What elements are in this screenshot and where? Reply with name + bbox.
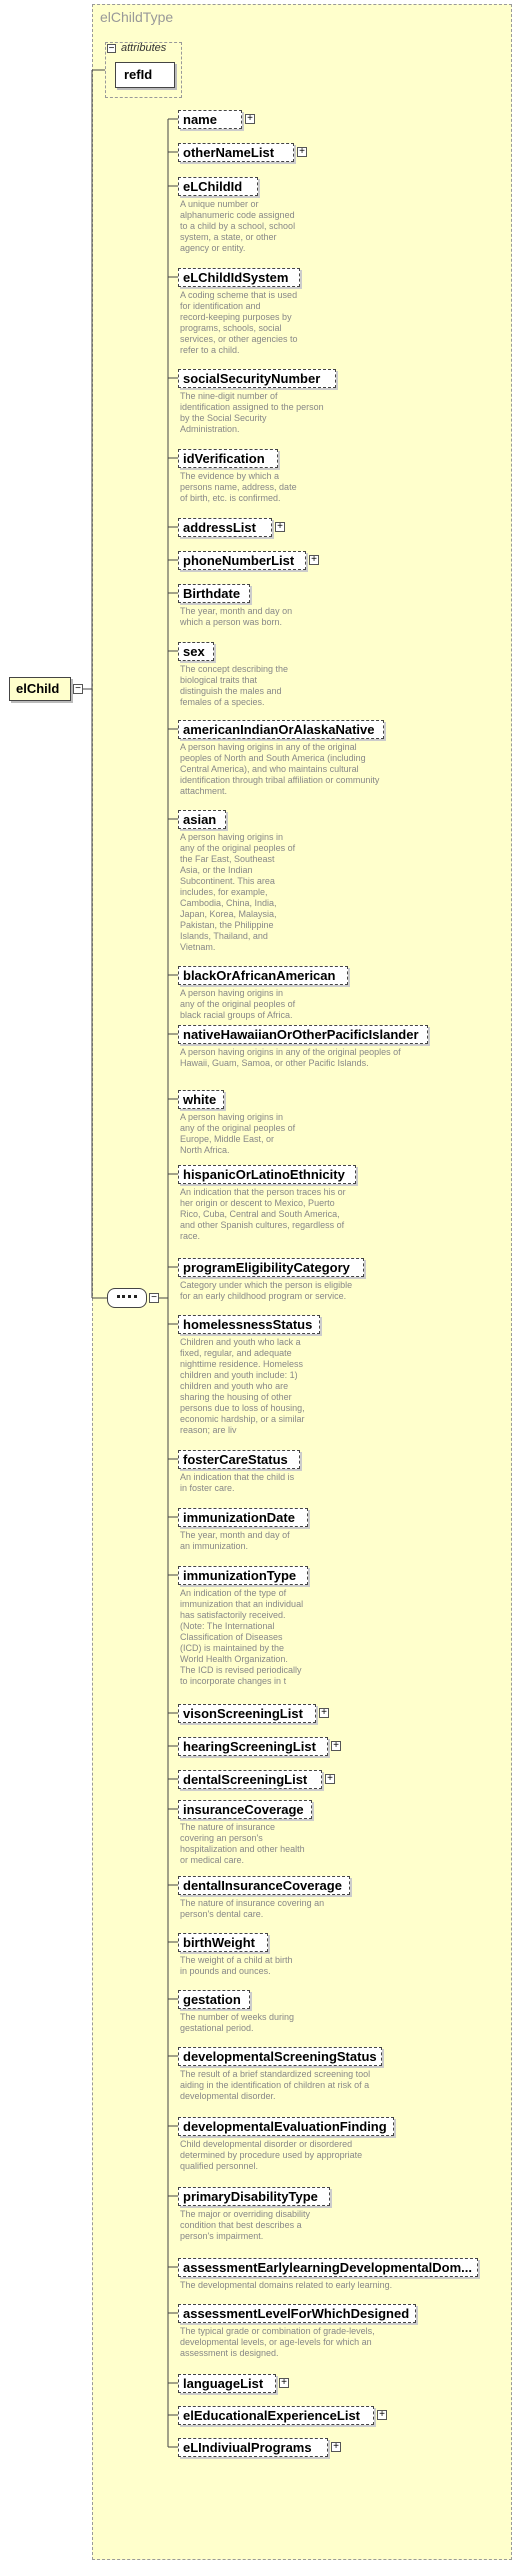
expand-icon[interactable]: +	[325, 1774, 335, 1784]
element-assessmentlevelforwhichdesigned[interactable]: assessmentLevelForWhichDesigned	[178, 2304, 416, 2323]
element-developmentalscreeningstatus[interactable]: developmentalScreeningStatus	[178, 2047, 382, 2066]
element-documentation: An indication that the person traces his or her origin or descent to Mexico, Puerto Rico, Cuba, Central and South America, and other Spanish cultures, regardless of race.	[180, 1187, 346, 1241]
sequence-collapse-icon[interactable]: −	[149, 1293, 159, 1303]
element-documentation: A unique number or alphanumeric code assigned to a child by a school, school system, a state, or other agency or entity.	[180, 199, 296, 253]
element-documentation: The number of weeks during gestational period.	[180, 2012, 295, 2033]
element-assessmentearlylearningdevelopmentaldom[interactable]: assessmentEarlylearningDevelopmentalDom...	[178, 2258, 478, 2277]
element-documentation: The nature of insurance covering an person's dental care.	[180, 1898, 325, 1919]
element-documentation: The result of a brief standardized screening tool aiding in the identification of children at risk of a developmental disorder.	[180, 2069, 371, 2101]
element-developmentalevaluationfinding[interactable]: developmentalEvaluationFinding	[178, 2117, 394, 2136]
element-americanindianoralaskanative[interactable]: americanIndianOrAlaskaNative	[178, 720, 384, 739]
element-idverification[interactable]: idVerification	[178, 449, 278, 468]
element-gestation[interactable]: gestation	[178, 1990, 250, 2009]
element-socialsecuritynumber[interactable]: socialSecurityNumber	[178, 369, 336, 388]
element-addresslist[interactable]: addressList	[178, 518, 272, 537]
sequence-dots-icon	[117, 1295, 137, 1301]
element-hispanicorlatinoethnicity[interactable]: hispanicOrLatinoEthnicity	[178, 1165, 356, 1184]
element-elchildid[interactable]: eLChildId	[178, 177, 258, 196]
element-asian[interactable]: asian	[178, 810, 226, 829]
element-blackorafricanamerican[interactable]: blackOrAfricanAmerican	[178, 966, 348, 985]
element-immunizationdate[interactable]: immunizationDate	[178, 1508, 308, 1527]
element-documentation: A person having origins in any of the original peoples of Europe, Middle East, or North Africa.	[180, 1112, 296, 1155]
element-documentation: Children and youth who lack a fixed, regular, and adequate nighttime residence. Homeless children and youth include: 1) children and youth who are sharing the housing of other persons due to loss of housing, economic hardship, or a similar reason; are liv	[180, 1337, 305, 1435]
element-elindiviualprograms[interactable]: eLIndiviualPrograms	[178, 2438, 328, 2457]
element-documentation: The year, month and day on which a person was born.	[180, 606, 293, 627]
element-birthweight[interactable]: birthWeight	[178, 1933, 268, 1952]
element-primarydisabilitytype[interactable]: primaryDisabilityType	[178, 2187, 330, 2206]
element-sex[interactable]: sex	[178, 642, 214, 661]
expand-icon[interactable]: +	[275, 522, 285, 532]
element-dentalscreeninglist[interactable]: dentalScreeningList	[178, 1770, 322, 1789]
element-languagelist[interactable]: languageList	[178, 2374, 276, 2393]
expand-icon[interactable]: +	[331, 2442, 341, 2452]
expand-icon[interactable]: +	[309, 555, 319, 565]
element-nativehawaiianorotherpacificislander[interactable]: nativeHawaiianOrOtherPacificIslander	[178, 1025, 428, 1044]
element-documentation: A person having origins in any of the original peoples of black racial groups of Africa.	[180, 988, 296, 1020]
element-documentation: The year, month and day of an immunization.	[180, 1530, 290, 1551]
expand-icon[interactable]: +	[319, 1708, 329, 1718]
root-element-elchild[interactable]: elChild	[9, 677, 71, 701]
element-documentation: The nature of insurance covering an person's hospitalization and other health or medical care.	[180, 1822, 305, 1865]
expand-icon[interactable]: +	[279, 2378, 289, 2388]
element-othernamelist[interactable]: otherNameList	[178, 143, 294, 162]
element-documentation: A person having origins in any of the original peoples of the Far East, Southeast Asia, or the Indian Subcontinent. This area includes, for example, Cambodia, China, India, Japan, Korea, Malaysia, Pakistan, the Philippine Islands, Thailand, and Vietnam.	[180, 832, 296, 952]
element-phonenumberlist[interactable]: phoneNumberList	[178, 551, 306, 570]
element-documentation: The concept describing the biological traits that distinguish the males and females of a species.	[180, 664, 289, 707]
element-visonscreeninglist[interactable]: visonScreeningList	[178, 1704, 316, 1723]
attributes-label: attributes	[121, 42, 167, 54]
expand-icon[interactable]: +	[297, 147, 307, 157]
element-documentation: An indication of the type of immunization that an individual has satisfactorily received. (Note: The International Classification of Diseases (ICD) is maintained by the World Health Organization. The ICD is revised periodically to incorporate changes in t	[180, 1588, 304, 1686]
root-collapse-icon[interactable]: −	[73, 684, 83, 694]
element-elchildidsystem[interactable]: eLChildIdSystem	[178, 268, 300, 287]
element-white[interactable]: white	[178, 1090, 224, 1109]
element-fostercarestatus[interactable]: fosterCareStatus	[178, 1450, 300, 1469]
element-documentation: The evidence by which a persons name, address, date of birth, etc. is confirmed.	[180, 471, 297, 503]
sequence-compositor[interactable]	[107, 1288, 147, 1308]
element-documentation: An indication that the child is in foster care.	[180, 1472, 295, 1493]
element-documentation: The weight of a child at birth in pounds and ounces.	[180, 1955, 293, 1976]
element-documentation: The major or overriding disability condition that best describes a person's impairment.	[180, 2209, 311, 2241]
element-insurancecoverage[interactable]: insuranceCoverage	[178, 1800, 312, 1819]
element-documentation: Category under which the person is eligible for an early childhood program or service.	[180, 1280, 353, 1301]
element-name[interactable]: name	[178, 110, 242, 129]
element-homelessnessstatus[interactable]: homelessnessStatus	[178, 1315, 320, 1334]
element-programeligibilitycategory[interactable]: programEligibilityCategory	[178, 1258, 364, 1277]
element-immunizationtype[interactable]: immunizationType	[178, 1566, 308, 1585]
expand-icon[interactable]: +	[377, 2410, 387, 2420]
attribute-refid[interactable]: refId	[115, 62, 175, 88]
expand-icon[interactable]: +	[331, 1741, 341, 1751]
element-documentation: A coding scheme that is used for identification and record-keeping purposes by programs, schools, social services, or other agencies to refer to a child.	[180, 290, 298, 355]
element-eleducationalexperiencelist[interactable]: elEducationalExperienceList	[178, 2406, 374, 2425]
attributes-collapse-icon[interactable]: −	[108, 43, 115, 54]
element-dentalinsurancecoverage[interactable]: dentalInsuranceCoverage	[178, 1876, 350, 1895]
element-documentation: A person having origins in any of the original peoples of Hawaii, Guam, Samoa, or other Pacific Islands.	[180, 1047, 401, 1068]
complex-type-title: elChildType	[100, 9, 174, 25]
element-documentation: A person having origins in any of the original peoples of North and South America (including Central America), and who maintains cultural identification through tribal affiliation or community attachment.	[180, 742, 380, 796]
element-documentation: The developmental domains related to early learning.	[180, 2280, 393, 2290]
element-documentation: The nine-digit number of identification assigned to the person by the Social Security Administration.	[180, 391, 324, 434]
element-hearingscreeninglist[interactable]: hearingScreeningList	[178, 1737, 328, 1756]
element-documentation: The typical grade or combination of grade-levels, developmental levels, or age-levels for which an assessment is designed.	[180, 2326, 375, 2358]
element-birthdate[interactable]: Birthdate	[178, 584, 250, 603]
expand-icon[interactable]: +	[245, 114, 255, 124]
element-documentation: Child developmental disorder or disordered determined by procedure used by appropriate qualified personnel.	[180, 2139, 363, 2171]
